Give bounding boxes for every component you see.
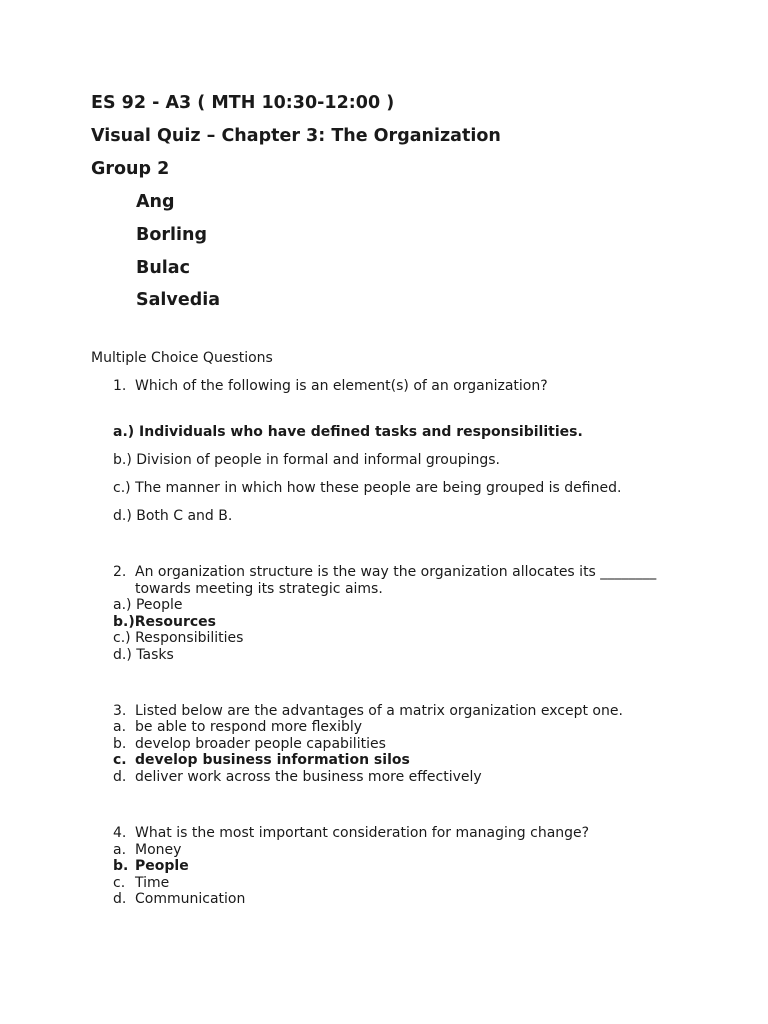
question-text-continued: towards meeting its strategic aims.: [135, 581, 383, 597]
choice-label: a.: [113, 842, 127, 858]
choice-text: develop business information silos: [135, 752, 410, 768]
choice-label: a.: [113, 719, 127, 735]
choice-label: d.): [113, 647, 132, 663]
choice-label: c.): [113, 480, 131, 496]
choice-label: c.: [113, 875, 126, 891]
choice-text: Division of people in formal and informal groupings.: [136, 452, 500, 468]
answer-choice: [113, 736, 386, 752]
answer-choice: [113, 630, 243, 646]
answer-choice: [113, 769, 482, 785]
member-name: Salvedia: [136, 290, 221, 310]
question-text: What is the most important consideration for managing change?: [135, 825, 590, 841]
choice-label: b.: [113, 736, 127, 752]
choice-label: b.: [113, 858, 129, 874]
choice-label: c.: [113, 752, 127, 768]
course-heading: ES 92 - A3 ( MTH 10:30-12:00 ): [91, 93, 395, 113]
choice-text: The manner in which how these people are being grouped is defined.: [135, 480, 622, 496]
choice-label: d.): [113, 508, 132, 524]
answer-choice: [113, 875, 169, 891]
answer-choice-correct: [113, 614, 216, 630]
choice-text: People: [135, 858, 189, 874]
choice-text: Resources: [134, 614, 216, 630]
answer-choice-correct: [113, 752, 410, 768]
answer-choice: [113, 508, 232, 524]
question-1: [113, 378, 548, 394]
question-number: 3.: [113, 703, 127, 719]
answer-choice: [113, 597, 182, 613]
quiz-title: Visual Quiz – Chapter 3: The Organization: [91, 126, 501, 146]
question-text: Listed below are the advantages of a matrix organization except one.: [135, 703, 623, 719]
member-name: Ang: [136, 192, 175, 212]
choice-text: People: [135, 597, 183, 613]
question-2: [113, 564, 656, 580]
answer-choice: [113, 842, 181, 858]
choice-label: a.): [113, 424, 135, 440]
question-text: Which of the following is an element(s) of an organization?: [135, 378, 548, 394]
question-number: 2.: [113, 564, 127, 580]
choice-text: develop broader people capabilities: [135, 736, 386, 752]
section-title: Multiple Choice Questions: [91, 350, 273, 366]
answer-choice: [113, 647, 174, 663]
choice-text: Money: [135, 842, 182, 858]
answer-choice: [113, 480, 621, 496]
answer-choice-correct: [113, 424, 583, 440]
question-number: 1.: [113, 378, 127, 394]
answer-choice-correct: [113, 858, 189, 874]
choice-label: d.: [113, 769, 127, 785]
choice-text: Both C and B.: [136, 508, 233, 524]
choice-text: Tasks: [136, 647, 174, 663]
answer-choice: [113, 452, 500, 468]
answer-choice: [113, 891, 245, 907]
choice-text: Time: [135, 875, 170, 891]
choice-label: a.): [113, 597, 132, 613]
answer-choice: [113, 719, 362, 735]
question-4: [113, 825, 589, 841]
choice-label: c.): [113, 630, 131, 646]
choice-text: be able to respond more flexibly: [135, 719, 363, 735]
member-name: Bulac: [136, 258, 190, 278]
choice-label: d.: [113, 891, 127, 907]
choice-text: Communication: [135, 891, 246, 907]
question-3: [113, 703, 623, 719]
choice-text: Individuals who have defined tasks and responsibilities.: [139, 424, 583, 440]
group-heading: Group 2: [91, 159, 170, 179]
question-text: An organization structure is the way the organization allocates its ________: [135, 564, 657, 580]
member-name: Borling: [136, 225, 207, 245]
choice-label: b.): [113, 452, 132, 468]
choice-text: deliver work across the business more effectively: [135, 769, 482, 785]
choice-text: Responsibilities: [135, 630, 244, 646]
question-number: 4.: [113, 825, 127, 841]
choice-label: b.): [113, 614, 135, 630]
